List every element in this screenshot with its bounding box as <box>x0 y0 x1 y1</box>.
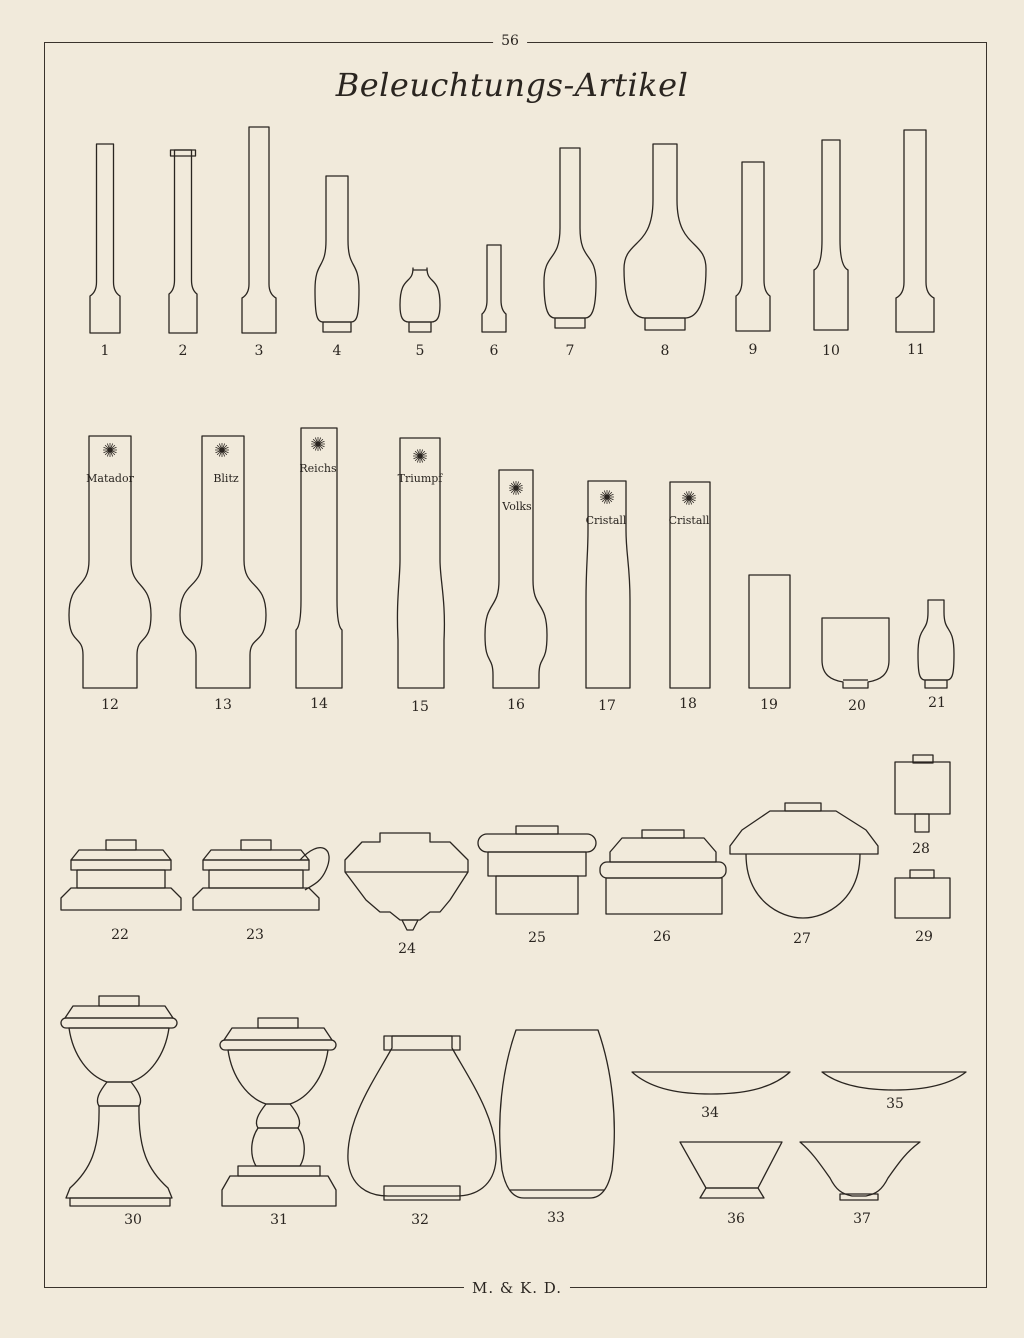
fount-22-band <box>71 860 171 870</box>
chimney-7-base <box>555 318 585 328</box>
chimney-8 <box>624 144 706 318</box>
lamp-31-step <box>238 1166 320 1176</box>
reichs-star-icon-center <box>316 442 320 446</box>
shade-37-foot <box>840 1194 878 1200</box>
item-number-25: 25 <box>528 930 546 946</box>
item-number-5: 5 <box>415 343 425 359</box>
lamp-31-fount <box>228 1050 328 1104</box>
fount-23-body <box>209 870 303 888</box>
lamp-30-band <box>61 1018 177 1028</box>
item-number-12: 12 <box>101 697 119 713</box>
chimney-2 <box>169 150 197 333</box>
plate-34 <box>632 1072 790 1094</box>
item-number-1: 1 <box>100 343 110 359</box>
fount-22-dome <box>71 850 171 860</box>
lamp-30-cap <box>99 996 139 1006</box>
chimney-5-base <box>409 322 431 332</box>
lamp-30-fount <box>69 1028 169 1082</box>
item-number-31: 31 <box>270 1212 288 1228</box>
fount-26-dome <box>610 838 716 862</box>
fount-23-band <box>203 860 309 870</box>
chimney-brand-label: Cristall <box>668 514 710 527</box>
chimney-17-cristall <box>586 481 630 688</box>
chimney-21 <box>918 600 954 680</box>
chimney-3 <box>242 127 276 333</box>
chimney-brand-label: Reichs <box>299 462 337 475</box>
chimney-brand-label: Triumpf <box>397 472 443 485</box>
fount-22-base <box>61 888 181 910</box>
item-number-17: 17 <box>598 698 616 714</box>
item-number-35: 35 <box>886 1096 904 1112</box>
chimney-21-base <box>925 680 947 688</box>
page-number: 56 <box>493 33 527 49</box>
item-number-23: 23 <box>246 927 264 943</box>
chimney-1 <box>90 144 120 333</box>
item-number-7: 7 <box>565 343 575 359</box>
cristall-star-icon-center <box>605 495 609 499</box>
fitting-28-stem <box>915 814 929 832</box>
item-number-3: 3 <box>254 343 264 359</box>
fitting-29 <box>895 878 950 918</box>
fount-25-neck <box>488 852 586 876</box>
cristall-star-icon-2-center <box>687 496 691 500</box>
chimney-brand-label: Cristall <box>585 514 627 527</box>
item-number-33: 33 <box>547 1210 565 1226</box>
fount-23-base <box>193 888 319 910</box>
item-number-22: 22 <box>111 927 129 943</box>
shade-36-foot <box>700 1188 764 1198</box>
item-number-27: 27 <box>793 931 811 947</box>
matador-star-icon-center <box>108 448 112 452</box>
item-number-10: 10 <box>822 343 840 359</box>
chimney-18-cristall <box>670 482 710 688</box>
item-number-24: 24 <box>398 941 416 957</box>
fitting-29-top <box>910 870 934 878</box>
item-number-16: 16 <box>507 697 525 713</box>
fount-27-cap <box>785 803 821 811</box>
chimney-brand-label: Volks <box>502 500 532 513</box>
chimney-brand-label: Blitz <box>213 472 239 485</box>
fount-27-bowl <box>746 854 860 918</box>
fitting-28 <box>895 762 950 814</box>
volks-star-icon-center <box>514 486 518 490</box>
shade-36 <box>680 1142 782 1188</box>
item-number-36: 36 <box>727 1211 745 1227</box>
fount-25-cap <box>516 826 558 834</box>
vase-33 <box>500 1030 615 1198</box>
fount-24-tip <box>402 920 418 930</box>
vase-32-neck <box>384 1036 460 1050</box>
item-number-2: 2 <box>178 343 188 359</box>
lamp-30-foot <box>66 1106 172 1198</box>
chimney-8-base <box>645 318 685 330</box>
triumpf-star-icon-center <box>418 454 422 458</box>
item-number-9: 9 <box>748 342 758 358</box>
item-number-26: 26 <box>653 929 671 945</box>
publisher-mark: M. & K. D. <box>464 1279 570 1297</box>
item-number-8: 8 <box>660 343 670 359</box>
item-number-11: 11 <box>907 342 925 358</box>
lamp-30-dome <box>65 1006 173 1018</box>
item-number-30: 30 <box>124 1212 142 1228</box>
fount-26-band <box>600 862 726 878</box>
item-number-19: 19 <box>760 697 778 713</box>
item-number-14: 14 <box>310 696 328 712</box>
blitz-star-icon-center <box>220 448 224 452</box>
chimney-9 <box>736 162 770 331</box>
vase-32-foot <box>384 1186 460 1200</box>
item-number-15: 15 <box>411 699 429 715</box>
cylinder-19 <box>749 575 790 688</box>
shade-37 <box>800 1142 920 1196</box>
chimney-brand-label: Matador <box>86 472 134 485</box>
item-number-29: 29 <box>915 929 933 945</box>
lamp-31-band <box>220 1040 336 1050</box>
lamp-31-knop <box>256 1104 299 1128</box>
chimney-10 <box>814 140 848 330</box>
fount-26-cap <box>642 830 684 838</box>
fount-25-body <box>496 876 578 914</box>
item-number-18: 18 <box>679 696 697 712</box>
chimney-4 <box>315 176 359 322</box>
fount-22-cap <box>106 840 136 850</box>
fount-25-top <box>478 834 596 852</box>
lamp-31-dome <box>224 1028 332 1040</box>
lamp-30-knop <box>97 1082 140 1106</box>
fount-27-dome <box>730 811 878 854</box>
item-number-28: 28 <box>912 841 930 857</box>
item-number-20: 20 <box>848 698 866 714</box>
item-number-6: 6 <box>489 343 499 359</box>
lamp-31-foot <box>222 1176 336 1206</box>
page-title: Beleuchtungs-Artikel <box>335 66 689 104</box>
cup-20 <box>822 618 889 688</box>
fount-23-dome <box>203 850 309 860</box>
fount-26-body <box>606 878 722 914</box>
lamp-31-stem <box>252 1128 305 1166</box>
chimney-11 <box>896 130 934 332</box>
fount-24 <box>345 833 468 920</box>
chimney-6 <box>482 245 506 332</box>
item-number-21: 21 <box>928 695 946 711</box>
chimney-4-base <box>323 322 351 332</box>
lamp-31-cap <box>258 1018 298 1028</box>
chimney-5 <box>400 268 440 322</box>
item-number-4: 4 <box>332 343 342 359</box>
plate-35 <box>822 1072 966 1090</box>
fount-23-cap <box>241 840 271 850</box>
fount-22-body <box>77 870 165 888</box>
chimney-7 <box>544 148 596 318</box>
item-number-32: 32 <box>411 1212 429 1228</box>
item-number-34: 34 <box>701 1105 719 1121</box>
lamp-30-plinth <box>70 1198 170 1206</box>
item-number-37: 37 <box>853 1211 871 1227</box>
item-number-13: 13 <box>214 697 232 713</box>
vase-32 <box>348 1036 496 1196</box>
